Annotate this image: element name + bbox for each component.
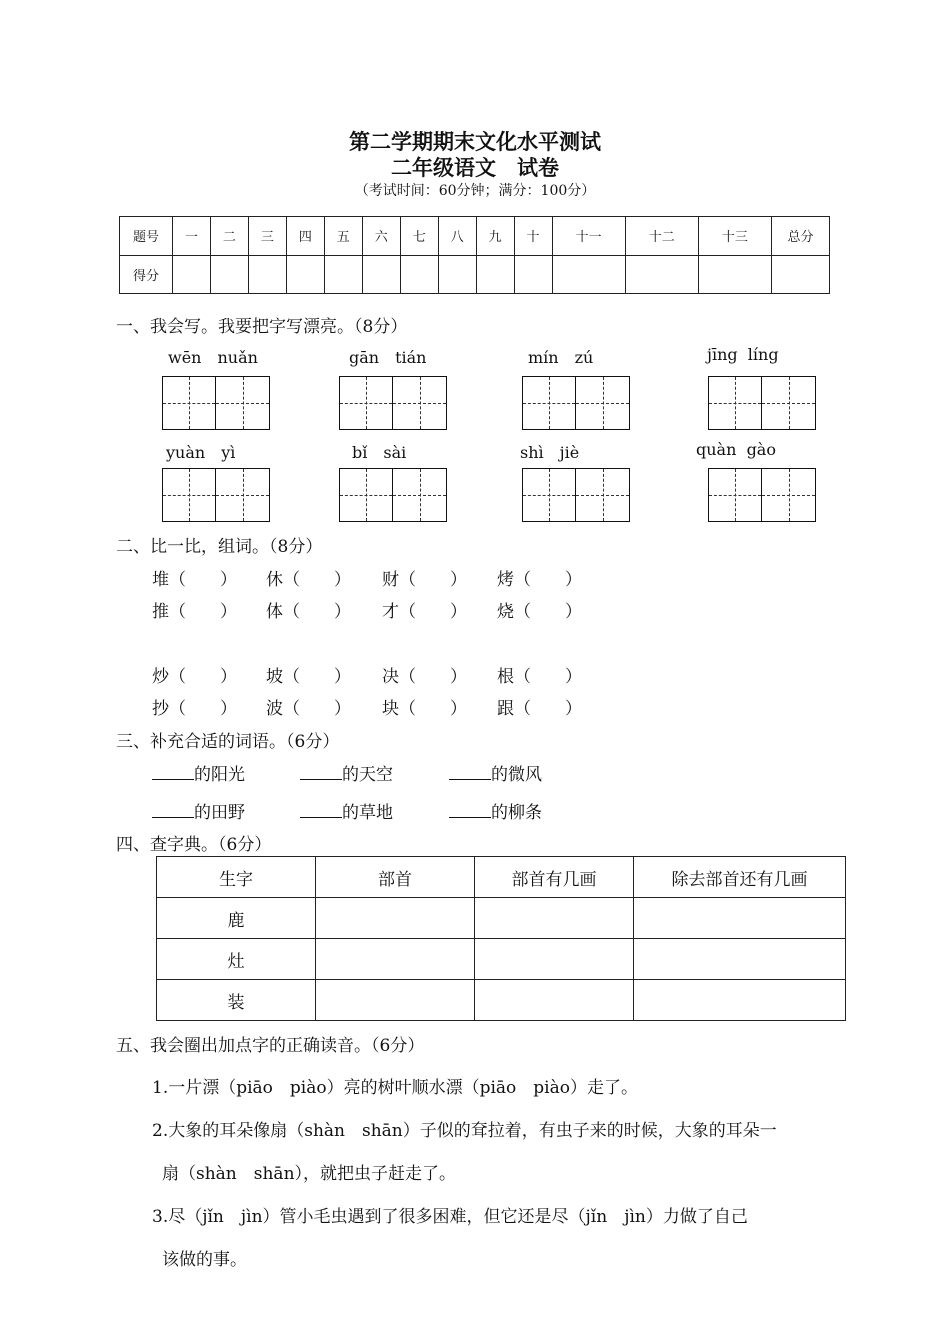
compare-item[interactable]: 堆（ ） [152, 570, 237, 590]
compare-item[interactable]: 抄（ ） [152, 699, 237, 719]
question-2-line2: 扇（shàn shān），就把虫子赶走了。 [162, 1164, 457, 1184]
pinyin-label: mín zú [528, 348, 594, 367]
pinyin-label: yuàn yì [166, 443, 236, 462]
tian-grid-box[interactable] [576, 468, 630, 522]
fill-phrase[interactable] [449, 760, 542, 785]
score-cell: 九 [476, 217, 514, 256]
tian-grid-box[interactable] [708, 376, 762, 430]
dictionary-header: 部首有几画 [475, 857, 634, 898]
compare-item[interactable]: 块（ ） [382, 699, 467, 719]
fill-phrase[interactable] [300, 798, 393, 823]
answer-cell[interactable] [634, 898, 846, 939]
answer-cell[interactable] [316, 898, 475, 939]
compare-item[interactable]: 烤（ ） [497, 570, 582, 590]
tian-grid-box[interactable] [339, 376, 393, 430]
fill-phrase[interactable] [152, 798, 245, 823]
compare-item[interactable]: 炒（ ） [152, 667, 237, 687]
tian-grid-box[interactable] [162, 468, 216, 522]
score-cell: 七 [400, 217, 438, 256]
score-input-cell[interactable] [514, 255, 552, 294]
answer-cell[interactable] [316, 939, 475, 980]
answer-cell[interactable] [475, 980, 634, 1021]
answer-cell[interactable] [634, 980, 846, 1021]
score-input-cell[interactable] [438, 255, 476, 294]
answer-blank[interactable] [152, 763, 194, 780]
score-cell: 五 [324, 217, 362, 256]
phrase-suffix: 的微风 [491, 765, 542, 785]
answer-cell[interactable] [634, 939, 846, 980]
question-3-line1: 3.尽（jǐn jìn）管小毛虫遇到了很多困难，但它还是尽（jǐn jìn）力做了自己 [152, 1207, 748, 1227]
tian-grid-box[interactable] [393, 468, 447, 522]
score-cell: 十二 [625, 217, 698, 256]
score-cell: 十一 [552, 217, 625, 256]
dictionary-char: 鹿 [157, 898, 316, 939]
pinyin-label: wēn nuǎn [168, 348, 258, 367]
score-input-cell[interactable] [552, 255, 625, 294]
score-table-score-row [120, 255, 830, 294]
score-input-cell[interactable] [400, 255, 438, 294]
answer-cell[interactable] [475, 939, 634, 980]
pinyin-label: gān tián [349, 348, 427, 367]
phrase-suffix: 的天空 [342, 765, 393, 785]
compare-item[interactable]: 决（ ） [382, 667, 467, 687]
answer-blank[interactable] [449, 801, 491, 818]
score-cell-total: 总分 [772, 217, 830, 256]
dictionary-header: 除去部首还有几画 [634, 857, 846, 898]
score-input-cell[interactable] [476, 255, 514, 294]
score-input-cell[interactable] [698, 255, 771, 294]
tian-grid-box[interactable] [708, 468, 762, 522]
compare-item[interactable]: 休（ ） [266, 570, 351, 590]
compare-item[interactable]: 波（ ） [266, 699, 351, 719]
exam-info: （考试时间：60分钟；满分：100分） [354, 183, 596, 199]
phrase-suffix: 的阳光 [194, 765, 245, 785]
section2-title: 二、比一比，组词。（8分） [116, 537, 323, 557]
answer-cell[interactable] [316, 980, 475, 1021]
compare-item[interactable]: 体（ ） [266, 602, 351, 622]
tian-grid-box[interactable] [762, 376, 816, 430]
dictionary-header: 生字 [157, 857, 316, 898]
question-1: 1.一片漂（piāo piào）亮的树叶顺水漂（piāo piào）走了。 [152, 1078, 638, 1098]
dictionary-row [157, 898, 846, 939]
dictionary-char: 装 [157, 980, 316, 1021]
section5-title: 五、我会圈出加点字的正确读音。（6分） [116, 1036, 425, 1056]
pinyin-label: shì jiè [520, 443, 580, 462]
tian-grid-box[interactable] [762, 468, 816, 522]
compare-item[interactable]: 根（ ） [497, 667, 582, 687]
score-cell: 二 [210, 217, 248, 256]
score-row-label: 得分 [120, 255, 173, 294]
section3-title: 三、补充合适的词语。（6分） [116, 732, 340, 752]
score-cell: 十三 [698, 217, 771, 256]
dictionary-row [157, 980, 846, 1021]
tian-grid-box[interactable] [216, 468, 270, 522]
score-cell: 三 [248, 217, 286, 256]
compare-item[interactable]: 坡（ ） [266, 667, 351, 687]
question-3-line2: 该做的事。 [162, 1250, 247, 1270]
section4-title: 四、查字典。（6分） [116, 835, 272, 855]
dictionary-header: 部首 [316, 857, 475, 898]
dictionary-row [157, 939, 846, 980]
answer-cell[interactable] [475, 898, 634, 939]
tian-grid-box[interactable] [339, 468, 393, 522]
section1-title: 一、我会写。我要把字写漂亮。（8分） [116, 317, 408, 337]
score-input-cell[interactable] [173, 255, 211, 294]
compare-item[interactable]: 财（ ） [382, 570, 467, 590]
answer-blank[interactable] [300, 801, 342, 818]
pinyin-label: quàn gào [696, 440, 776, 459]
score-input-cell[interactable] [625, 255, 698, 294]
score-input-cell[interactable] [772, 255, 830, 294]
dictionary-header-row [157, 857, 846, 898]
phrase-suffix: 的田野 [194, 803, 245, 823]
compare-item[interactable]: 烧（ ） [497, 602, 582, 622]
answer-blank[interactable] [449, 763, 491, 780]
question-2-line1: 2.大象的耳朵像扇（shàn shān）子似的耷拉着，有虫子来的时候，大象的耳朵一 [152, 1121, 777, 1141]
dictionary-table [156, 856, 846, 1021]
tian-grid-box[interactable] [576, 376, 630, 430]
score-input-cell[interactable] [210, 255, 248, 294]
phrase-suffix: 的草地 [342, 803, 393, 823]
exam-title: 第二学期期末文化水平测试 [349, 129, 601, 154]
fill-phrase[interactable] [449, 798, 542, 823]
score-table-header-row [120, 217, 830, 256]
score-cell: 十 [514, 217, 552, 256]
tian-grid-box[interactable] [162, 376, 216, 430]
fill-phrase[interactable] [152, 760, 245, 785]
score-input-cell[interactable] [324, 255, 362, 294]
exam-subject-title: 二年级语文 试卷 [391, 155, 559, 180]
dictionary-char: 灶 [157, 939, 316, 980]
compare-item[interactable]: 推（ ） [152, 602, 237, 622]
compare-item[interactable]: 才（ ） [382, 602, 467, 622]
fill-phrase[interactable] [300, 760, 393, 785]
tian-grid-box[interactable] [522, 376, 576, 430]
score-input-cell[interactable] [362, 255, 400, 294]
score-cell: 八 [438, 217, 476, 256]
score-table [119, 216, 830, 294]
tian-grid-box[interactable] [393, 376, 447, 430]
score-cell: 四 [286, 217, 324, 256]
score-input-cell[interactable] [248, 255, 286, 294]
pinyin-label: bǐ sài [352, 443, 407, 462]
pinyin-label: jīng líng [707, 345, 779, 364]
tian-grid-box[interactable] [216, 376, 270, 430]
phrase-suffix: 的柳条 [491, 803, 542, 823]
score-cell: 一 [173, 217, 211, 256]
score-cell-label: 题号 [120, 217, 173, 256]
tian-grid-box[interactable] [522, 468, 576, 522]
answer-blank[interactable] [300, 763, 342, 780]
answer-blank[interactable] [152, 801, 194, 818]
score-input-cell[interactable] [286, 255, 324, 294]
compare-item[interactable]: 跟（ ） [497, 699, 582, 719]
score-cell: 六 [362, 217, 400, 256]
